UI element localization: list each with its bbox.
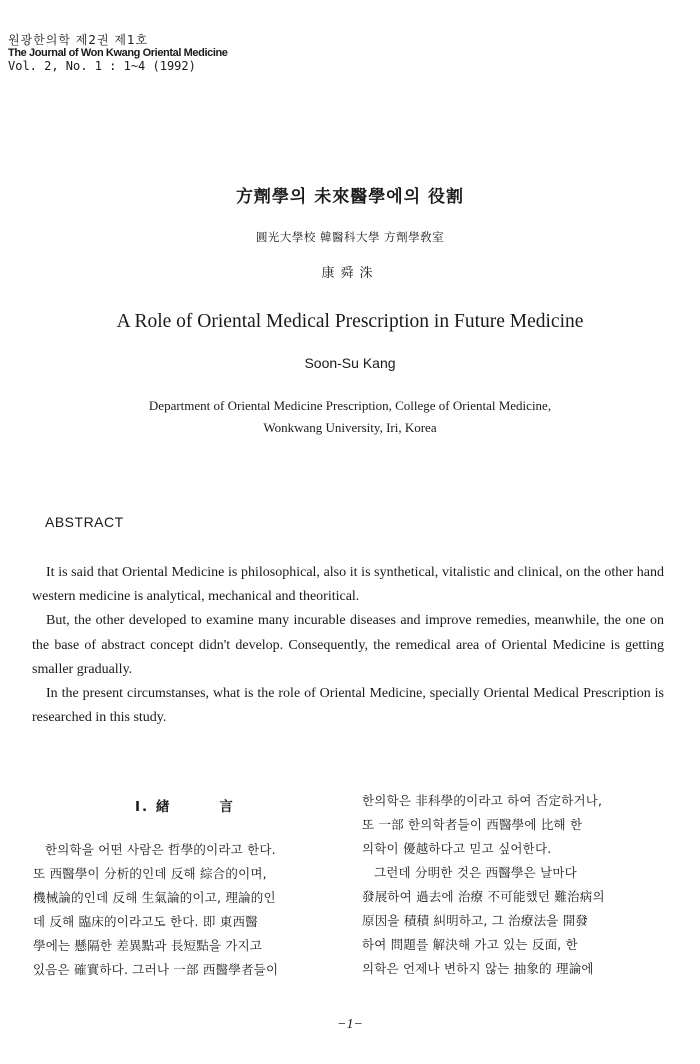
body-line: 發展하여 過去에 治療 不可能했던 難治病의 xyxy=(362,889,605,904)
body-line: 原因을 積積 糾明하고, 그 治療法을 開發 xyxy=(362,913,589,928)
body-line: 또 一部 한의학者들이 西醫學에 比해 한 xyxy=(362,817,583,832)
body-line: 또 西醫學이 分析的인데 反해 綜合的이며, xyxy=(33,866,267,881)
body-column-left xyxy=(33,838,339,982)
abstract-heading: ABSTRACT xyxy=(45,514,124,530)
abstract-paragraph: But, the other developed to examine many incurable diseases and improve remedies, meanwhile, the one on the base of abstract concept didn't develop. Consequently, the remedical area of Oriental Medicine is getting smaller gradually. xyxy=(32,613,664,677)
body-line: 의학이 優越하다고 믿고 싶어한다. xyxy=(362,841,552,856)
body-line: 하여 問題를 解決해 가고 있는 反面, 한 xyxy=(362,937,578,952)
department-line: Wonkwang University, Iri, Korea xyxy=(263,420,437,435)
paper-title-kr: 方劑學의 未來醫學에의 役割 xyxy=(235,187,465,207)
body-line: 데 反해 臨床的이라고도 한다. 即 東西醫 xyxy=(33,914,258,929)
abstract-body xyxy=(32,561,664,730)
body-line: 한의학을 어떤 사람은 哲學的이라고 한다. xyxy=(45,842,276,857)
section-title: 言 xyxy=(219,799,235,815)
page-number: −1− xyxy=(337,1017,363,1032)
section-number: Ⅰ. 緖 xyxy=(135,799,172,815)
body-line: 그런데 分明한 것은 西醫學은 날마다 xyxy=(374,865,577,880)
journal-name-kr: 원광한의학 제2권 제1호 xyxy=(8,33,149,47)
body-line: 機械論的인데 反해 生氣論的이고, 理論的인 xyxy=(33,890,276,905)
author-kr: 康舜洙 xyxy=(321,266,379,281)
body-line: 學에는 懸隔한 差異點과 長短點을 가지고 xyxy=(33,938,263,953)
author-en: Soon-Su Kang xyxy=(304,355,396,371)
body-line: 한의학은 非科學的이라고 하여 否定하거나, xyxy=(362,793,603,808)
abstract-paragraph: In the present circumstanses, what is the role of Oriental Medicine, specially Oriental Medical Prescription is researched in this study. xyxy=(32,686,664,726)
volume-info: Vol. 2, No. 1 : 1~4 (1992) xyxy=(8,59,196,73)
affiliation-kr: 圓光大學校 韓醫科大學 方劑學敎室 xyxy=(255,230,445,244)
paper-title-en: A Role of Oriental Medical Prescription in Future Medicine xyxy=(116,311,584,332)
body-column-right xyxy=(362,789,668,981)
section-heading xyxy=(135,795,235,815)
journal-header xyxy=(8,34,228,73)
department-line: Department of Oriental Medicine Prescription, College of Oriental Medicine, xyxy=(148,398,552,413)
body-line: 의학은 언제나 변하지 않는 抽象的 理論에 xyxy=(362,961,594,976)
body-line: 있음은 確實하다. 그러나 一部 西醫學者들이 xyxy=(33,962,279,977)
department-affiliation xyxy=(0,395,700,439)
abstract-paragraph: It is said that Oriental Medicine is philosophical, also it is synthetical, vitalistic and clinical, on the other hand western medicine is analytical, mechanical and theoritical. xyxy=(32,565,664,605)
journal-name-en: The Journal of Won Kwang Oriental Medicine xyxy=(8,47,228,59)
